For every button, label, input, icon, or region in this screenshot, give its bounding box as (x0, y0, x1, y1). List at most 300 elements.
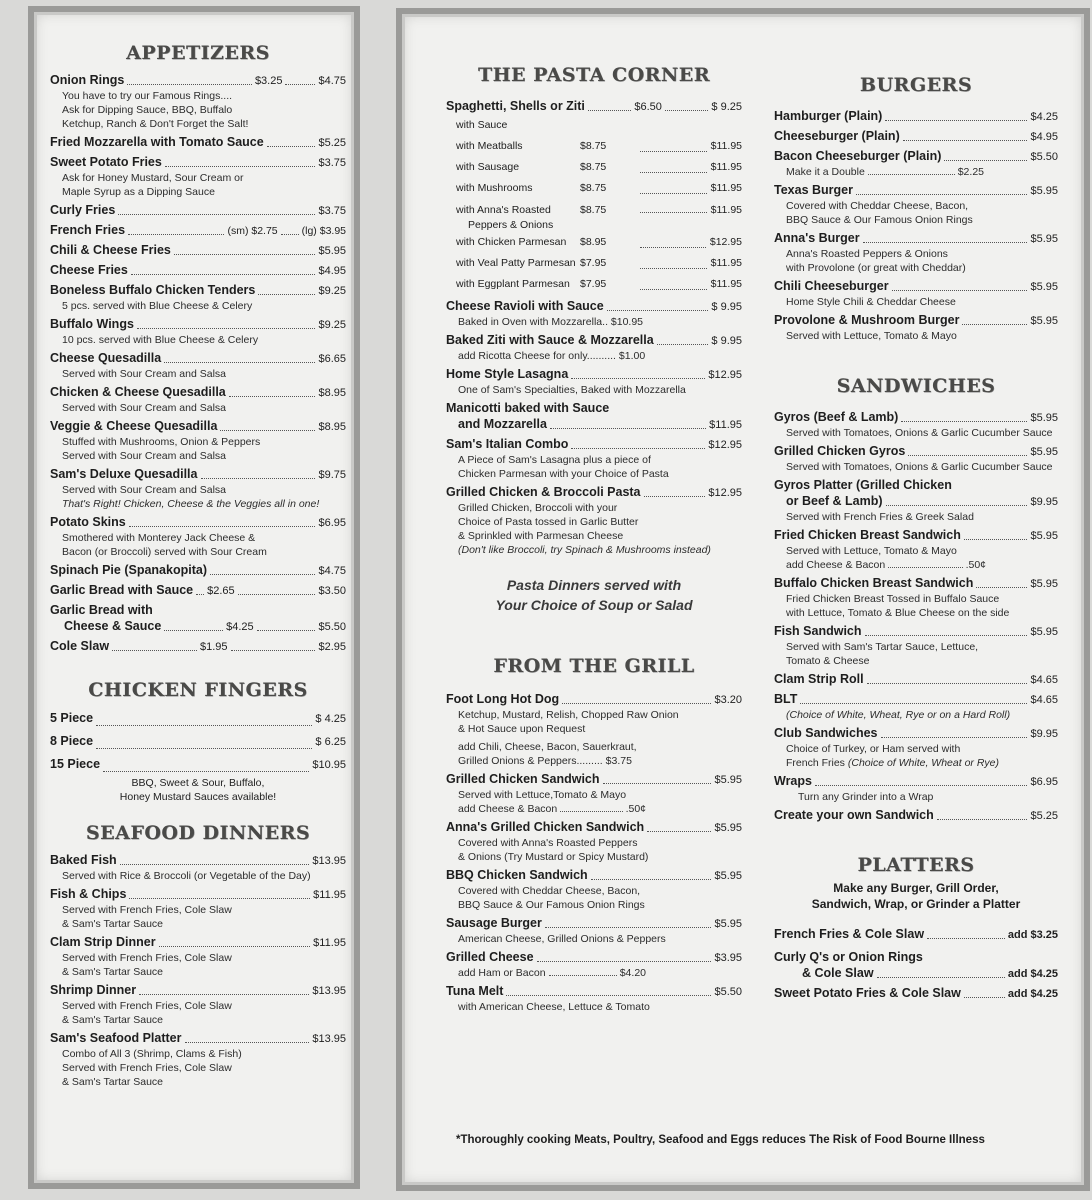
item-description: BBQ Sauce & Our Famous Onion Rings (786, 214, 973, 226)
menu-item (774, 691, 1058, 722)
sandwiches-heading: SANDWICHES (836, 375, 996, 397)
item-price: $4.95 (318, 265, 346, 277)
item-name: Anna's Burger (774, 231, 860, 245)
menu-item (446, 949, 742, 980)
item-price: $8.95 (318, 421, 346, 433)
option-label: with Sausage (456, 161, 520, 173)
pasta-option (446, 115, 742, 136)
pasta-option (446, 274, 742, 295)
option-price: $8.75 (580, 182, 607, 194)
item-price: $5.95 (714, 774, 742, 786)
item-price: $11.95 (313, 937, 346, 949)
menu-item (774, 312, 1058, 343)
menu-item (50, 466, 346, 511)
item-name: Hamburger (Plain) (774, 109, 883, 123)
middle-column (446, 14, 742, 1014)
option-price: $11.95 (710, 204, 742, 216)
item-name: Manicotti baked with Sauce (446, 401, 610, 415)
menu-item (774, 773, 1058, 804)
menu-item (50, 350, 346, 381)
item-name: Veggie & Cheese Quesadilla (50, 419, 218, 433)
item-price: $6.65 (318, 353, 346, 365)
item-description: Served with Sour Cream and Salsa (62, 402, 226, 414)
item-price: $12.95 (708, 439, 742, 451)
item-name: Sausage Burger (446, 916, 542, 930)
item-description: Served with French Fries, Cole Slaw (62, 1000, 232, 1012)
item-name: Cheese Ravioli with Sauce (446, 299, 604, 313)
option-price: $8.75 (580, 161, 607, 173)
item-description: Served with Sour Cream and Salsa (62, 368, 226, 380)
item-price: $10.95 (312, 759, 346, 771)
item-description: Make it a Double (786, 166, 865, 178)
grill-heading: FROM THE GRILL (493, 655, 695, 677)
item-name: or Beef & Lamb) (786, 494, 883, 508)
item-name: Create your own Sandwich (774, 808, 934, 822)
menu-item (774, 949, 1058, 982)
pasta-option (446, 202, 742, 218)
item-price: $3.50 (318, 585, 346, 597)
item-name: Sam's Deluxe Quesadilla (50, 467, 198, 481)
item-name: Chili Cheeseburger (774, 279, 889, 293)
item-description: Served with French Fries & Greek Salad (786, 511, 974, 523)
item-name: Fish Sandwich (774, 624, 862, 638)
item-name: Curly Q's or Onion Rings (774, 950, 923, 964)
menu-item (50, 602, 346, 635)
menu-item (446, 400, 742, 433)
menu-item (774, 807, 1058, 824)
menu-item (50, 316, 346, 347)
option-price: $11.95 (710, 257, 742, 269)
item-price: $4.25 (1030, 111, 1058, 123)
menu-item (446, 484, 742, 557)
menu-item (50, 638, 346, 655)
chicken-fingers-list (50, 707, 346, 804)
item-description: Served with French Fries, Cole Slaw (62, 1062, 232, 1074)
item-name: Sweet Potato Fries (50, 155, 162, 169)
option-label: with Eggplant Parmesan (456, 278, 570, 290)
item-name: Wraps (774, 774, 812, 788)
item-price: $3.75 (318, 157, 346, 169)
item-name: and Mozzarella (458, 417, 547, 431)
menu-item (774, 985, 1058, 1002)
menu-item (774, 725, 1058, 770)
pasta-option (446, 253, 742, 274)
item-description: Bacon (or Broccoli) served with Sour Cream (62, 546, 267, 558)
item-description: Tomato & Cheese (786, 655, 870, 667)
item-name: Grilled Chicken & Broccoli Pasta (446, 485, 641, 499)
item-name: Cheese Quesadilla (50, 351, 162, 365)
pasta-dinners-note (446, 575, 742, 615)
item-name: Grilled Cheese (446, 950, 534, 964)
pasta-heading: THE PASTA CORNER (477, 64, 711, 86)
menu-item (50, 222, 346, 239)
item-description: Covered with Anna's Roasted Peppers (458, 837, 638, 849)
item-price: $5.95 (1030, 185, 1058, 197)
item-price: $9.95 (1030, 728, 1058, 740)
item-description: & Sam's Tartar Sauce (62, 1014, 164, 1026)
item-name: 15 Piece (50, 757, 101, 771)
item-name: French Fries (50, 223, 126, 237)
item-price: $4.75 (318, 75, 346, 87)
menu-item (774, 182, 1058, 227)
menu-item (50, 282, 346, 313)
menu-item (50, 730, 346, 753)
item-price: $5.95 (1030, 281, 1058, 293)
item-description: add Ham or Bacon (458, 967, 546, 979)
item-description: Smothered with Monterey Jack Cheese & (62, 532, 256, 544)
option-label: with Anna's Roasted (456, 204, 551, 216)
item-description: with Provolone (or great with Cheddar) (786, 262, 966, 274)
item-name: Fried Chicken Breast Sandwich (774, 528, 961, 542)
item-name: Chili & Cheese Fries (50, 243, 171, 257)
item-price: $6.95 (318, 517, 346, 529)
item-description: Chicken Parmesan with your Choice of Pasta (458, 468, 669, 480)
item-name: Potato Skins (50, 515, 126, 529)
item-name: Baked Ziti with Sauce & Mozzarella (446, 333, 654, 347)
pasta-option (446, 218, 742, 232)
item-name: Cole Slaw (50, 639, 110, 653)
item-description: Choice of Pasta tossed in Garlic Butter (458, 516, 639, 528)
right-column (774, 14, 1058, 1002)
item-name: Baked Fish (50, 853, 117, 867)
item-description: 10 pcs. served with Blue Cheese & Celery (62, 334, 259, 346)
burgers-heading: BURGERS (859, 74, 973, 96)
item-price: $13.95 (312, 985, 346, 997)
food-safety-note: *Thoroughly cooking Meats, Poultry, Seafood and Eggs reduces The Risk of Food Bourne Illness (456, 1134, 985, 1146)
menu-item (50, 982, 346, 1027)
menu-panel-right (396, 8, 1090, 1191)
item-description: Served with Rice & Broccoli (or Vegetable of the Day) (62, 870, 311, 882)
menu-item (50, 707, 346, 730)
item-description: Maple Syrup as a Dipping Sauce (62, 186, 215, 198)
item-description: Baked in Oven with Mozzarella.. $10.95 (458, 316, 644, 328)
item-price: $3.25 (254, 75, 283, 87)
option-price: $11.95 (710, 182, 742, 194)
item-price: $5.50 (318, 621, 346, 633)
item-price: $8.95 (318, 387, 346, 399)
item-price: $6.95 (1030, 776, 1058, 788)
item-description: Served with Tomatoes, Onions & Garlic Cucumber Sauce (786, 461, 1053, 473)
item-price: $ 9.95 (711, 301, 742, 313)
item-name: Sam's Seafood Platter (50, 1031, 182, 1045)
option-price: $11.95 (710, 140, 742, 152)
item-description: Turn any Grinder into a Wrap (798, 791, 934, 803)
item-description: American Cheese, Grilled Onions & Peppers (458, 933, 666, 945)
item-name: Buffalo Chicken Breast Sandwich (774, 576, 974, 590)
menu-item (446, 983, 742, 1014)
option-price: $7.95 (580, 278, 607, 290)
item-price: $5.95 (318, 245, 346, 257)
menu-item (50, 262, 346, 279)
option-price: $8.95 (580, 236, 607, 248)
item-description: Home Style Chili & Cheddar Cheese (786, 296, 956, 308)
item-price: (lg) $3.95 (301, 225, 346, 237)
platters-note (774, 880, 1058, 912)
item-description: Served with Tomatoes, Onions & Garlic Cucumber Sauce (786, 427, 1053, 439)
pasta-option (446, 232, 742, 253)
option-label: with Meatballs (456, 140, 523, 152)
menu-item (446, 332, 742, 363)
menu-item (50, 1030, 346, 1089)
item-name: Gyros (Beef & Lamb) (774, 410, 899, 424)
item-description: Grilled Onions & Peppers......... $3.75 (458, 755, 632, 767)
item-price: (sm) $2.75 (227, 225, 278, 237)
item-price: $12.95 (708, 487, 742, 499)
item-price: $5.95 (714, 870, 742, 882)
item-description: with Lettuce, Tomato & Blue Cheese on the side (786, 607, 1010, 619)
item-price: $4.95 (1030, 131, 1058, 143)
menu-item (50, 418, 346, 463)
item-description: That's Right! Chicken, Cheese & the Veggies all in one! (62, 498, 320, 510)
item-description: add Cheese & Bacon (458, 803, 558, 815)
item-price: $3.75 (318, 205, 346, 217)
menu-item (774, 926, 1058, 943)
item-price: $ 9.95 (711, 335, 742, 347)
item-price: $5.95 (1030, 412, 1058, 424)
left-column (50, 12, 346, 1089)
item-name: Clam Strip Roll (774, 672, 864, 686)
item-price: add $3.25 (1007, 929, 1058, 941)
item-name: Garlic Bread with (50, 603, 153, 617)
option-price: $11.95 (710, 278, 742, 290)
seafood-heading: SEAFOOD DINNERS (85, 822, 311, 844)
item-price: $4.65 (1030, 674, 1058, 686)
item-description: One of Sam's Specialties, Baked with Mozzarella (458, 384, 686, 396)
item-price: $ 4.25 (315, 713, 346, 725)
item-price: $5.50 (1030, 151, 1058, 163)
item-price: $9.25 (318, 285, 346, 297)
menu-item (446, 819, 742, 864)
platters-heading: PLATTERS (857, 854, 975, 876)
option-label: with Veal Patty Parmesan (456, 257, 576, 269)
option-price: $8.75 (580, 140, 607, 152)
item-description: Combo of All 3 (Shrimp, Clams & Fish) (62, 1048, 242, 1060)
item-price: $5.25 (1030, 810, 1058, 822)
pasta-option (446, 178, 742, 199)
item-name: Cheeseburger (Plain) (774, 129, 900, 143)
item-price: $13.95 (312, 855, 346, 867)
item-description: & Onions (Try Mustard or Spicy Mustard) (458, 851, 649, 863)
item-price: $9.75 (318, 469, 346, 481)
item-name: Sam's Italian Combo (446, 437, 569, 451)
item-price: $ 6.25 (315, 736, 346, 748)
option-label: with Chicken Parmesan (456, 236, 567, 248)
sauce-note: Honey Mustard Sauces available! (119, 791, 277, 803)
item-price: $5.95 (1030, 626, 1058, 638)
item-description: Covered with Cheddar Cheese, Bacon, (458, 885, 641, 897)
item-price: $5.95 (1030, 315, 1058, 327)
item-description: Ask for Honey Mustard, Sour Cream or (62, 172, 244, 184)
menu-item (50, 582, 346, 599)
item-price: $5.50 (714, 986, 742, 998)
item-name: Spinach Pie (Spanakopita) (50, 563, 207, 577)
item-description: Served with Lettuce,Tomato & Mayo (458, 789, 627, 801)
menu-item (50, 934, 346, 979)
item-name: Spaghetti, Shells or Ziti (446, 99, 585, 113)
item-name: Shrimp Dinner (50, 983, 137, 997)
item-description: 5 pcs. served with Blue Cheese & Celery (62, 300, 253, 312)
item-description: Ketchup, Ranch & Don't Forget the Salt! (62, 118, 249, 130)
item-name: 8 Piece (50, 734, 94, 748)
item-price: .50¢ (965, 559, 986, 571)
menu-item (774, 230, 1058, 275)
item-description: Covered with Cheddar Cheese, Bacon, (786, 200, 969, 212)
menu-item (446, 915, 742, 946)
item-description: Served with Lettuce, Tomato & Mayo (786, 330, 957, 342)
item-description: Served with Sour Cream and Salsa (62, 450, 226, 462)
item-name: & Cole Slaw (802, 966, 874, 980)
option-price: $7.95 (580, 257, 607, 269)
item-price: $5.25 (318, 137, 346, 149)
item-name: Chicken & Cheese Quesadilla (50, 385, 226, 399)
menu-item (774, 409, 1058, 440)
menu-item (50, 242, 346, 259)
item-name: Home Style Lasagna (446, 367, 569, 381)
option-price: $12.95 (709, 236, 742, 248)
item-name: Provolone & Mushroom Burger (774, 313, 960, 327)
menu-item (774, 128, 1058, 145)
item-description: Anna's Roasted Peppers & Onions (786, 248, 948, 260)
option-label: Peppers & Onions (468, 219, 554, 231)
item-name: 5 Piece (50, 711, 94, 725)
item-price: $5.95 (1030, 530, 1058, 542)
item-description: Served with Sam's Tartar Sauce, Lettuce, (786, 641, 979, 653)
menu-item (50, 134, 346, 151)
menu-item (774, 443, 1058, 474)
option-label: with Mushrooms (456, 182, 533, 194)
item-description: Ask for Dipping Sauce, BBQ, Buffalo (62, 104, 233, 116)
menu-item (774, 623, 1058, 668)
item-price: $13.95 (312, 1033, 346, 1045)
pasta-option (446, 136, 742, 157)
item-description: & Sam's Tartar Sauce (62, 966, 164, 978)
menu-item (446, 366, 742, 397)
item-description: & Sam's Tartar Sauce (62, 1076, 164, 1088)
item-price: $2.25 (957, 166, 984, 178)
menu-item (446, 436, 742, 481)
item-description: French Fries (786, 757, 845, 769)
menu-item (446, 691, 742, 768)
item-description: You have to try our Famous Rings.... (62, 90, 233, 102)
menu-item (50, 852, 346, 883)
appetizers-heading: APPETIZERS (126, 42, 270, 64)
item-description: Stuffed with Mushrooms, Onion & Peppers (62, 436, 261, 448)
item-name: Tuna Melt (446, 984, 504, 998)
item-price: $3.20 (714, 694, 742, 706)
menu-item (446, 298, 742, 329)
item-price: $1.95 (200, 641, 228, 653)
item-name: Grilled Chicken Sandwich (446, 772, 600, 786)
item-price: $4.65 (1030, 694, 1058, 706)
item-description: Served with Sour Cream and Salsa (62, 484, 226, 496)
item-name: Texas Burger (774, 183, 853, 197)
menu-item (774, 477, 1058, 524)
item-price: $9.95 (1030, 496, 1058, 508)
item-description: Served with Lettuce, Tomato & Mayo (786, 545, 957, 557)
item-price: $5.95 (714, 822, 742, 834)
item-name: Grilled Chicken Gyros (774, 444, 906, 458)
menu-item (50, 202, 346, 219)
item-price: $2.65 (207, 585, 235, 597)
menu-item (50, 514, 346, 559)
item-description: (Don't like Broccoli, try Spinach & Mushrooms instead) (458, 544, 711, 556)
item-description: & Sam's Tartar Sauce (62, 918, 164, 930)
item-price: $3.95 (714, 952, 742, 964)
note-line: Make any Burger, Grill Order, (833, 881, 999, 895)
item-price: $12.95 (708, 369, 742, 381)
item-name: Curly Fries (50, 203, 116, 217)
item-name: Buffalo Wings (50, 317, 134, 331)
item-name: Club Sandwiches (774, 726, 878, 740)
item-price: $4.25 (226, 621, 254, 633)
item-description: (Choice of White, Wheat or Rye) (847, 757, 999, 769)
item-name: Gyros Platter (Grilled Chicken (774, 478, 952, 492)
item-description: Grilled Chicken, Broccoli with your (458, 502, 618, 514)
item-description: add Ricotta Cheese for only.......... $1.00 (458, 350, 646, 362)
item-price: $11.95 (709, 419, 742, 431)
option-label: with Sauce (456, 119, 508, 131)
item-description: & Hot Sauce upon Request (458, 723, 586, 735)
menu-item (50, 384, 346, 415)
menu-item (774, 278, 1058, 309)
menu-item (50, 886, 346, 931)
item-description: add Cheese & Bacon (786, 559, 886, 571)
item-price: $4.20 (619, 967, 646, 979)
sauce-note: BBQ, Sweet & Sour, Buffalo, (131, 777, 265, 789)
menu-item (774, 108, 1058, 125)
item-name: Fish & Chips (50, 887, 127, 901)
menu-item (50, 154, 346, 199)
option-price: $8.75 (580, 204, 607, 216)
note-line: Your Choice of Soup or Salad (495, 597, 693, 613)
item-price: add $4.25 (1007, 968, 1058, 980)
item-name: BLT (774, 692, 798, 706)
item-name: Sweet Potato Fries & Cole Slaw (774, 986, 961, 1000)
item-name: Onion Rings (50, 73, 125, 87)
item-price: $5.95 (1030, 233, 1058, 245)
item-name: Boneless Buffalo Chicken Tenders (50, 283, 256, 297)
item-description: Fried Chicken Breast Tossed in Buffalo Sauce (786, 593, 1000, 605)
menu-panel-left (28, 6, 360, 1189)
item-name: Fried Mozzarella with Tomato Sauce (50, 135, 264, 149)
menu-item (50, 753, 346, 776)
item-description: (Choice of White, Wheat, Rye or on a Hard Roll) (786, 709, 1011, 721)
item-price: $11.95 (313, 889, 346, 901)
menu-item (446, 771, 742, 816)
pasta-option (446, 157, 742, 178)
item-description: Ketchup, Mustard, Relish, Chopped Raw Onion (458, 709, 679, 721)
menu-item (774, 527, 1058, 572)
item-name: BBQ Chicken Sandwich (446, 868, 588, 882)
chicken-fingers-heading: CHICKEN FINGERS (88, 679, 308, 701)
option-price: $11.95 (710, 161, 742, 173)
item-price: $5.95 (1030, 578, 1058, 590)
item-name: Bacon Cheeseburger (Plain) (774, 149, 942, 163)
item-price: $ 9.25 (711, 101, 742, 113)
menu-item (774, 148, 1058, 179)
item-price: $5.95 (1030, 446, 1058, 458)
note-line: Pasta Dinners served with (506, 577, 682, 593)
item-description: with American Cheese, Lettuce & Tomato (458, 1001, 650, 1013)
item-description: Served with French Fries, Cole Slaw (62, 952, 232, 964)
item-price: add $4.25 (1007, 988, 1058, 1000)
item-price: $6.50 (634, 101, 662, 113)
item-name: Anna's Grilled Chicken Sandwich (446, 820, 645, 834)
item-description: Served with French Fries, Cole Slaw (62, 904, 232, 916)
item-price: $2.95 (318, 641, 347, 653)
item-description: BBQ Sauce & Our Famous Onion Rings (458, 899, 645, 911)
item-price: $4.75 (318, 565, 346, 577)
